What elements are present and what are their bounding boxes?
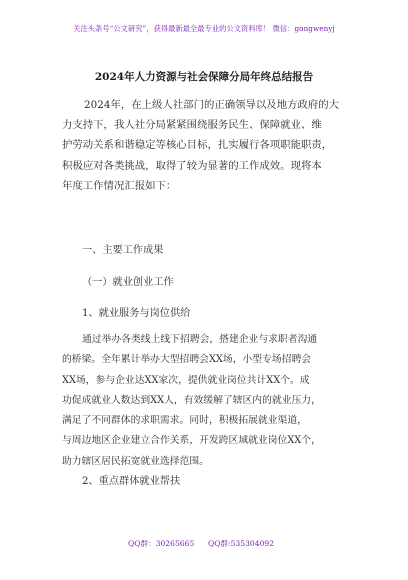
paragraph-line: 通过举办各类线上线下招聘会，搭建企业与求职者沟通 [82,334,318,345]
item-heading-1: 1、就业服务与岗位供给 [82,308,191,319]
document-title: 2024年人力资源与社会保障分局年终总结报告 [94,71,314,83]
intro-line: 积极应对各类挑战，取得了较为显著的工作成效。现将本 [62,159,322,172]
intro-line: 年度工作情况汇报如下： [62,179,177,192]
intro-paragraph [62,95,362,196]
section-heading-sub: （一）就业创业工作 [82,277,174,288]
paragraph-line: 与周边地区企业建立合作关系，开发跨区域就业岗位XX个， [62,435,321,447]
intro-line: 力支持下，我人社分局紧紧围绕服务民生、保障就业、维 [62,119,322,132]
section-heading-main: 一、主要工作成果 [82,245,164,256]
paragraph-line: XX场，参与企业达XX家次，提供就业岗位共计XX个。成 [62,374,310,386]
footer-qq-group-left: QQ群：30265665 [128,539,195,548]
header-banner: 关注头条号“公文研究”，获得最新最全最专业的公文资料库！ 微信：gongwenyj [73,24,335,33]
paragraph-line: 功促成就业人数达到XX人，有效缓解了辖区内的就业压力， [62,394,321,406]
item-heading-2: 2、重点群体就业帮扶 [82,476,181,487]
paragraph-line: 满足了不同群体的求职需求。同时，积极拓展就业渠道， [62,415,307,427]
footer-qq-group-right: QQ群:535304092 [208,539,275,548]
intro-line: 2024年，在上级人社部门的正确领导以及地方政府的大 [84,99,340,111]
item-1-paragraph [62,330,362,472]
paragraph-line: 助力辖区居民拓宽就业选择范围。 [62,455,209,467]
paragraph-line: 的桥梁。全年累计举办大型招聘会XX场，小型专场招聘会 [62,354,312,366]
intro-line: 护劳动关系和谐稳定等核心目标，扎实履行各项职能职责， [62,139,333,152]
